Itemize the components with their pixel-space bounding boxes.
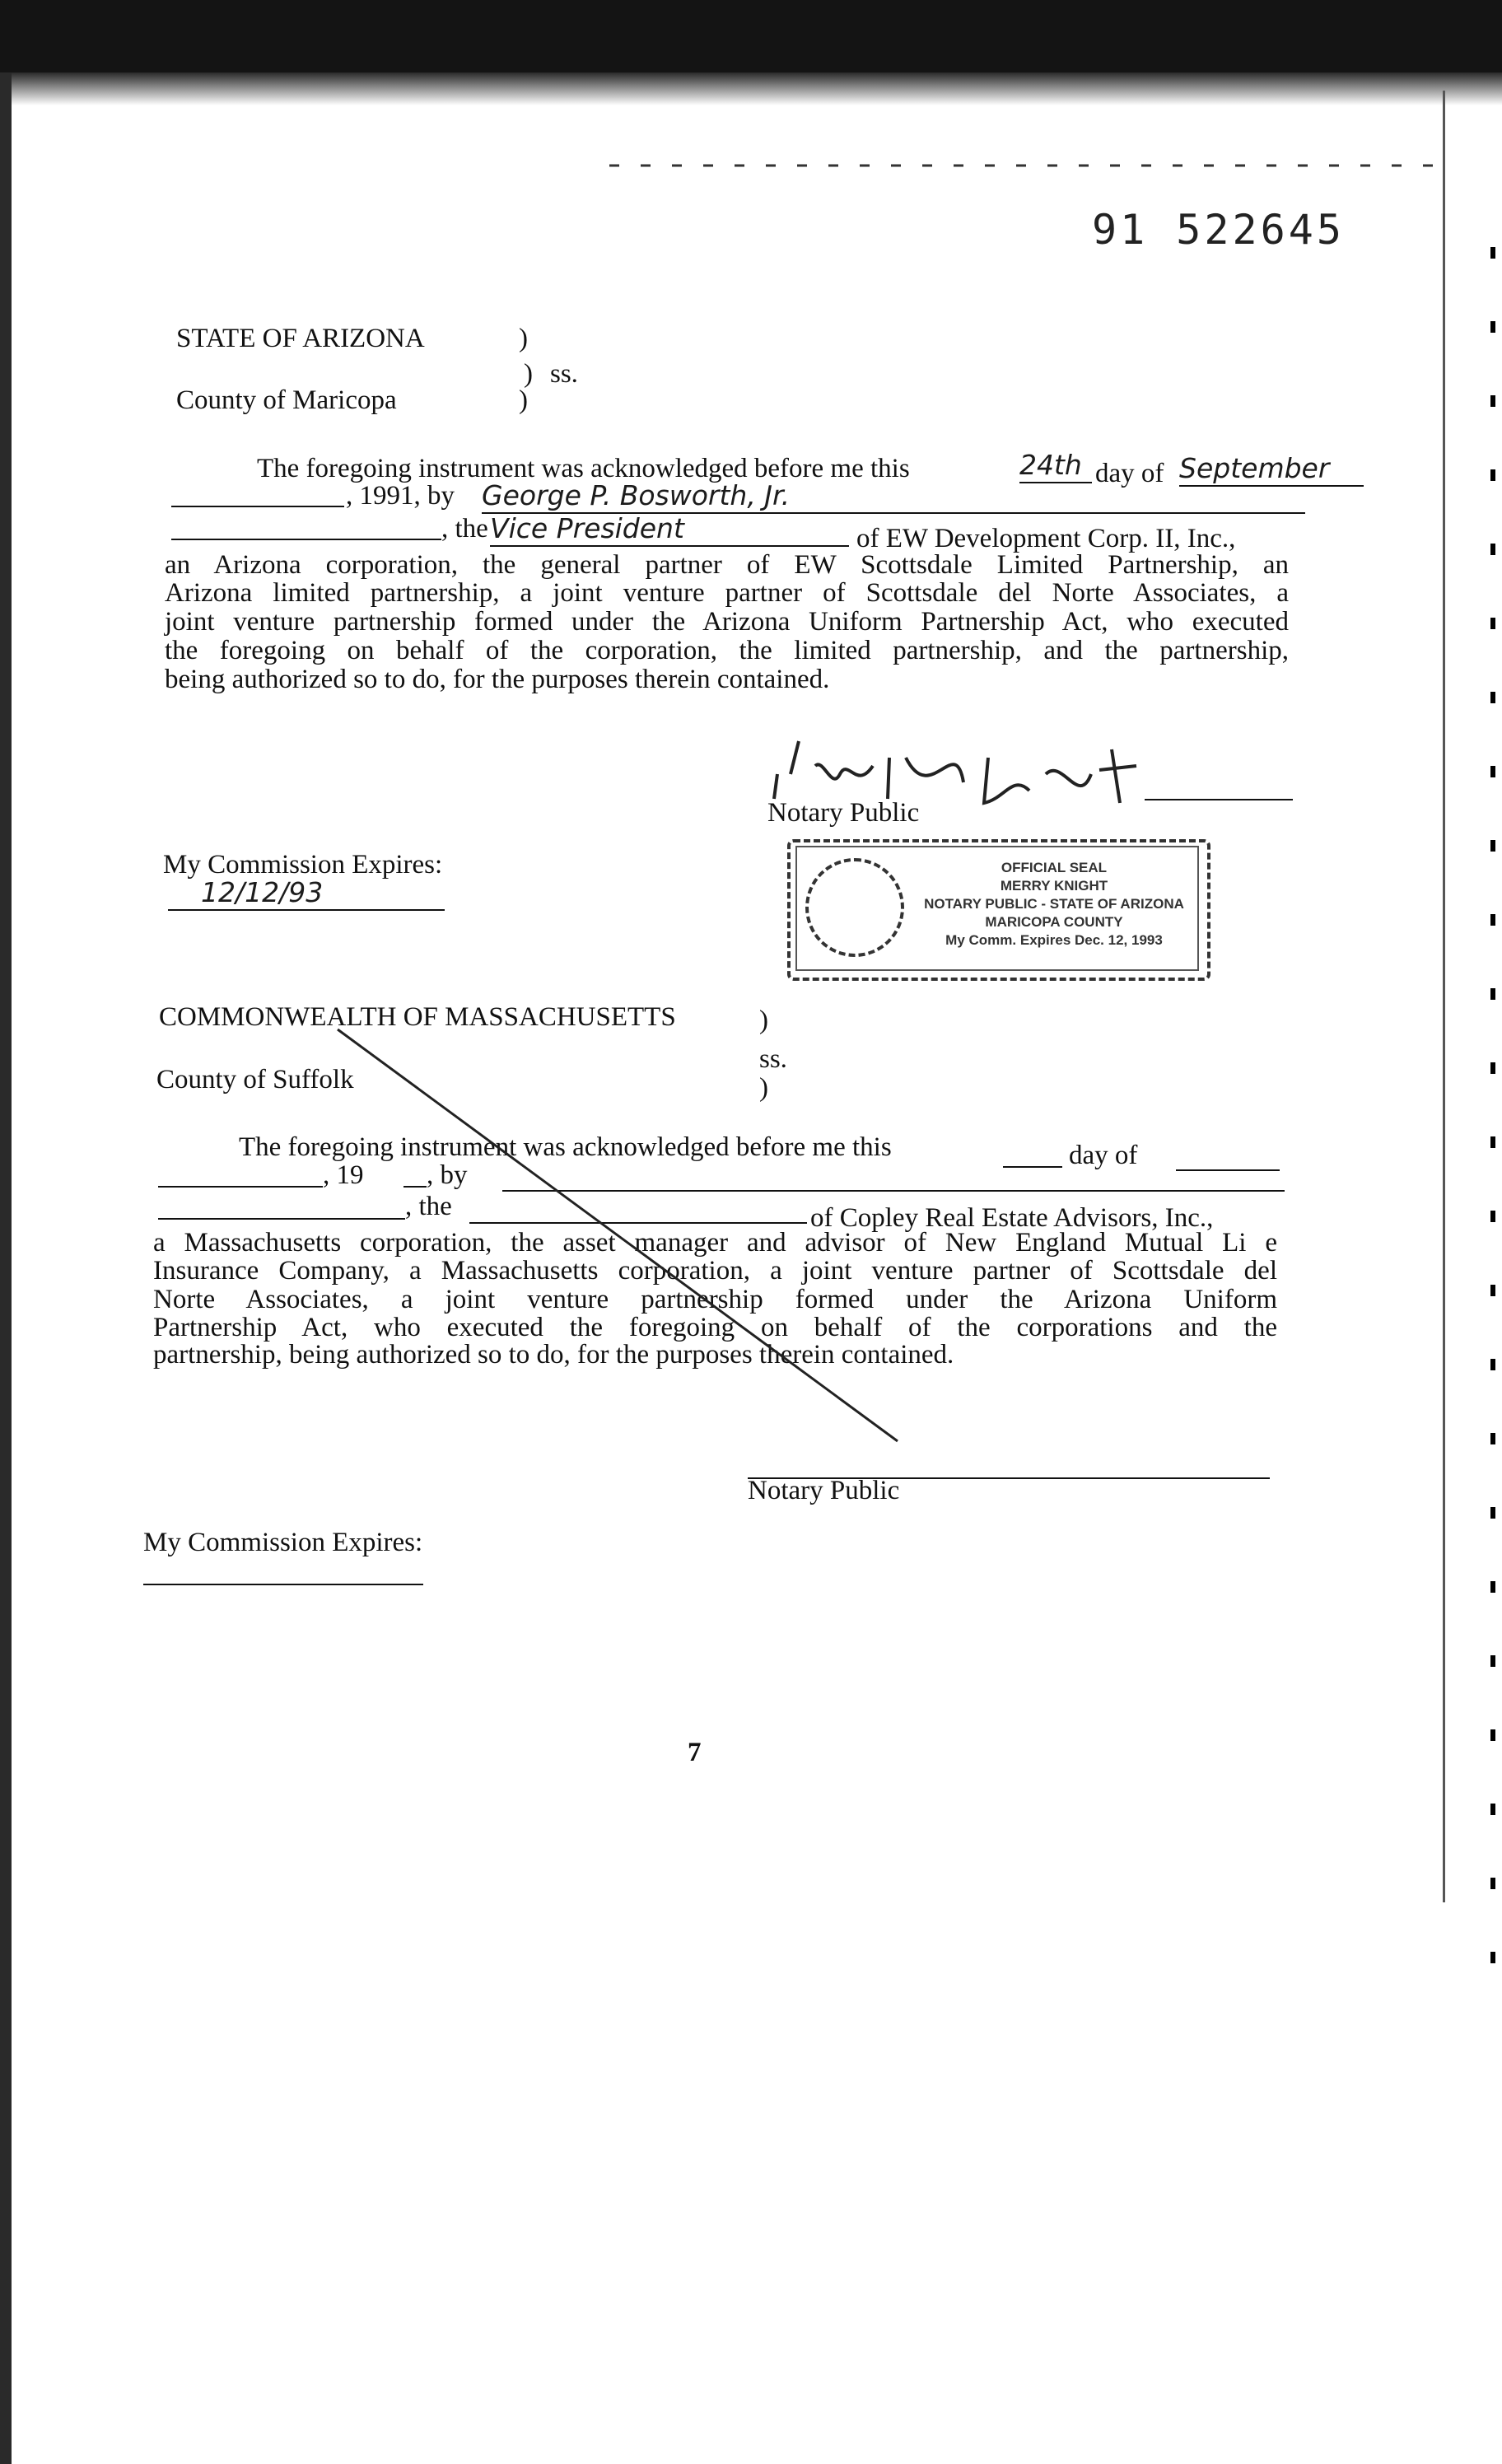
scan-shadow [0, 72, 1502, 105]
body-line: a Massachusetts corporation, the asset manager and advisor of New England Mutual Li e [153, 1228, 1277, 1258]
day-of-label: day of [1069, 1141, 1138, 1170]
body-line-last: being authorized so to do, for the purposes therein contained. [165, 665, 830, 694]
scan-dash-row [609, 161, 1433, 170]
notary-public-label: Notary Public [767, 798, 920, 828]
scan-edge-left [0, 0, 12, 2464]
blank-line [171, 506, 344, 507]
body-line: an Arizona corporation, the general partner of EW Scottsdale Limited Partnership, an [165, 550, 1289, 580]
ack-text: The foregoing instrument was acknowledged before me this [257, 454, 910, 483]
state-heading-arizona: STATE OF ARIZONA [176, 324, 425, 353]
paren: ) [519, 324, 528, 353]
paren: ) [524, 359, 533, 389]
signer-field: George P. Bosworth, Jr. [482, 479, 1305, 514]
blank-line [158, 1186, 323, 1188]
scan-edge-right [1490, 247, 1495, 1976]
month-field: September [1179, 452, 1364, 487]
seal-line: MARICOPA COUNTY [985, 914, 1123, 930]
commission-label: My Commission Expires: [143, 1528, 423, 1557]
ss-label: ss. [759, 1044, 787, 1074]
body-line: Norte Associates, a joint venture partnership formed under the Arizona Uniform [153, 1285, 1277, 1314]
state-heading-massachusetts: COMMONWEALTH OF MASSACHUSETTS [159, 1002, 676, 1032]
day-blank [1003, 1166, 1062, 1168]
page-edge-right [1443, 91, 1445, 1902]
notary-public-label: Notary Public [748, 1476, 900, 1505]
year-label: , 19 [323, 1160, 364, 1190]
year-label: , 1991, by [346, 481, 455, 511]
paren: ) [759, 1006, 768, 1035]
body-line: the foregoing on behalf of the corporation, the limited partnership, and the partnership, [165, 636, 1289, 665]
seal-emblem [805, 858, 904, 957]
ack-text: The foregoing instrument was acknowledged before me this [239, 1132, 892, 1162]
commission-date-blank [143, 1584, 423, 1585]
seal-line: My Comm. Expires Dec. 12, 1993 [945, 932, 1163, 948]
body-line: joint venture partnership formed under the Arizona Uniform Partnership Act, who executed [165, 607, 1289, 637]
page-number: 7 [688, 1738, 702, 1767]
day-of-label: day of [1095, 459, 1164, 488]
seal-line: MERRY KNIGHT [1000, 878, 1108, 894]
commission-date-field: 12/12/93 [168, 876, 445, 911]
by-label: , by [427, 1160, 468, 1190]
seal-line: OFFICIAL SEAL [1001, 860, 1108, 875]
month-blank [1176, 1169, 1280, 1171]
ss-label: ss. [550, 359, 578, 389]
company-text: of EW Development Corp. II, Inc., [856, 524, 1236, 553]
company-text: of Copley Real Estate Advisors, Inc., [810, 1203, 1214, 1233]
signature-line [1145, 799, 1293, 800]
seal-line: NOTARY PUBLIC - STATE OF ARIZONA [924, 896, 1184, 912]
blank-line [171, 539, 441, 540]
body-line-last: partnership, being authorized so to do, for the purposes therein contained. [153, 1340, 954, 1370]
scan-edge-top [0, 0, 1502, 72]
county-heading-maricopa: County of Maricopa [176, 385, 397, 415]
paren: ) [519, 385, 528, 415]
the-label: , the [441, 514, 488, 544]
body-line: Partnership Act, who executed the foregoing on behalf of the corporations and the [153, 1313, 1277, 1342]
title-field: Vice President [490, 512, 849, 547]
strike-through-line [329, 1021, 922, 1449]
body-line: Arizona limited partnership, a joint venture partner of Scottsdale del Norte Associates, a [165, 578, 1289, 608]
body-line: Insurance Company, a Massachusetts corporation, a joint venture partner of Scottsdale del [153, 1256, 1277, 1286]
paren: ) [759, 1073, 768, 1103]
commission-label: My Commission Expires: [163, 850, 443, 880]
the-label: , the [405, 1192, 452, 1221]
document-number: 91 522645 [1092, 206, 1345, 254]
county-heading-suffolk: County of Suffolk [156, 1065, 354, 1094]
day-field: 24th [1019, 449, 1092, 483]
